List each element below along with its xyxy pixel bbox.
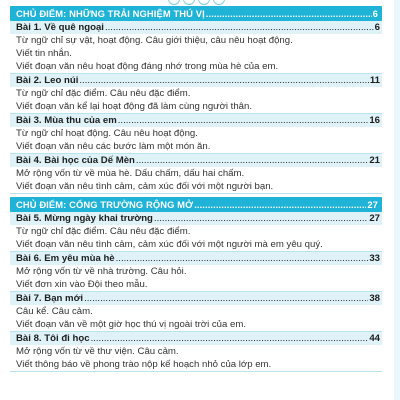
lesson-title: Bài 3. Mùa thu của em — [16, 115, 117, 126]
leader-dots — [84, 292, 368, 305]
lesson-line: Mở rộng vốn từ về thư viện. Câu cảm. — [16, 346, 179, 357]
lesson-title-row[interactable] — [10, 212, 382, 225]
leader-dots — [118, 114, 369, 127]
ring-icon — [198, 0, 210, 5]
leader-dots — [91, 332, 369, 345]
ring-icon — [213, 0, 225, 5]
page-number: 27 — [369, 213, 380, 224]
lesson-title-row[interactable] — [10, 74, 382, 87]
leader-dots — [136, 154, 368, 167]
section-title: CHỦ ĐIỂM: NHỮNG TRẢI NGHIỆM THÚ VỊ — [16, 8, 205, 19]
page-number: 6 — [374, 22, 380, 33]
lesson-line: Viết đoạn văn nêu tình cảm, cảm xúc đối với một người mà em yêu quý. — [16, 239, 323, 250]
lesson-title: Bài 7. Bạn mới — [16, 293, 84, 304]
lesson-title-row[interactable] — [10, 21, 382, 34]
lesson-entry[interactable] — [10, 154, 382, 194]
lesson-line: Viết đoạn văn nêu hoạt động đáng nhớ trong mùa hè của em. — [16, 61, 279, 72]
ring-icon — [183, 0, 195, 5]
lesson-entry[interactable] — [10, 74, 382, 114]
ring-icon — [168, 0, 180, 5]
lesson-title: Bài 6. Em yêu mùa hè — [16, 253, 115, 264]
leader-dots — [116, 252, 369, 265]
lesson-title-row[interactable] — [10, 154, 382, 167]
leader-dots — [105, 21, 374, 34]
lesson-title: Bài 5. Mừng ngày khai trường — [16, 213, 153, 224]
lesson-entry[interactable] — [10, 252, 382, 292]
lesson-entry[interactable] — [10, 212, 382, 252]
lesson-entry[interactable] — [10, 21, 382, 74]
leader-dots — [154, 212, 368, 225]
lesson-title-row[interactable] — [10, 114, 382, 127]
leader-dots — [79, 74, 368, 87]
lesson-title-row[interactable] — [10, 332, 382, 345]
lesson-line: Từ ngữ chỉ hoạt động. Câu nêu hoạt động. — [16, 128, 198, 139]
page-number: 21 — [369, 155, 380, 166]
lesson-line: Từ ngữ chỉ đặc điểm. Câu nêu đặc điểm. — [16, 226, 191, 237]
lesson-line: Từ ngữ chỉ đặc điểm. Câu nêu đặc điểm. — [16, 88, 191, 99]
lesson-title: Bài 4. Bài học của Dế Mèn — [16, 155, 135, 166]
lesson-line: Mở rộng vốn từ về nhà trường. Câu hỏi. — [16, 266, 187, 277]
lesson-line: Câu kể. Câu cảm. — [16, 306, 93, 317]
lesson-line: Viết đoạn văn về một giờ học thú vị ngoài trời của em. — [16, 319, 246, 330]
page-number: 33 — [369, 253, 380, 264]
lesson-title-row[interactable] — [10, 292, 382, 305]
lesson-line: Viết đoạn văn nêu các bước làm một món ăn. — [16, 141, 211, 152]
page-number: 6 — [372, 8, 378, 19]
table-of-contents — [10, 6, 382, 372]
page-number: 38 — [369, 293, 380, 304]
section-header[interactable] — [10, 197, 382, 212]
lesson-entry[interactable] — [10, 114, 382, 154]
lesson-line: Viết đoạn văn nêu tình cảm, cảm xúc đối với một người bạn. — [16, 181, 274, 192]
page-number: 44 — [369, 333, 380, 344]
page-number: 27 — [367, 199, 378, 210]
lesson-line: Từ ngữ chỉ sự vật, hoạt động. Câu giới thiệu, câu nêu hoạt động. — [16, 35, 293, 46]
lesson-entry[interactable] — [10, 332, 382, 372]
section-title: CHỦ ĐIỂM: CỔNG TRƯỜNG RỘNG MỞ — [16, 199, 194, 210]
section-header[interactable] — [10, 6, 382, 21]
page-edge — [394, 0, 400, 400]
lesson-line: Viết đơn xin vào Đội theo mẫu. — [16, 279, 148, 290]
lesson-title: Bài 8. Tôi đi học — [16, 333, 90, 344]
leader-dots — [206, 6, 372, 21]
lesson-entry[interactable] — [10, 292, 382, 332]
leader-dots — [194, 197, 366, 212]
lesson-title: Bài 2. Leo núi — [16, 75, 79, 86]
lesson-line: Viết thông báo về phong trào nộp kế hoạch nhỏ của lớp em. — [16, 359, 272, 370]
lesson-line: Viết tin nhắn. — [16, 48, 72, 59]
lesson-line: Viết đoạn văn kể lại hoạt động đã làm cùng người thân. — [16, 101, 253, 112]
lesson-line: Mở rộng vốn từ về mùa hè. Dấu chấm, dấu hai chấm. — [16, 168, 245, 179]
page-number: 16 — [369, 115, 380, 126]
lesson-title-row[interactable] — [10, 252, 382, 265]
lesson-title: Bài 1. Về quê ngoại — [16, 22, 104, 33]
page-number: 11 — [369, 75, 380, 86]
